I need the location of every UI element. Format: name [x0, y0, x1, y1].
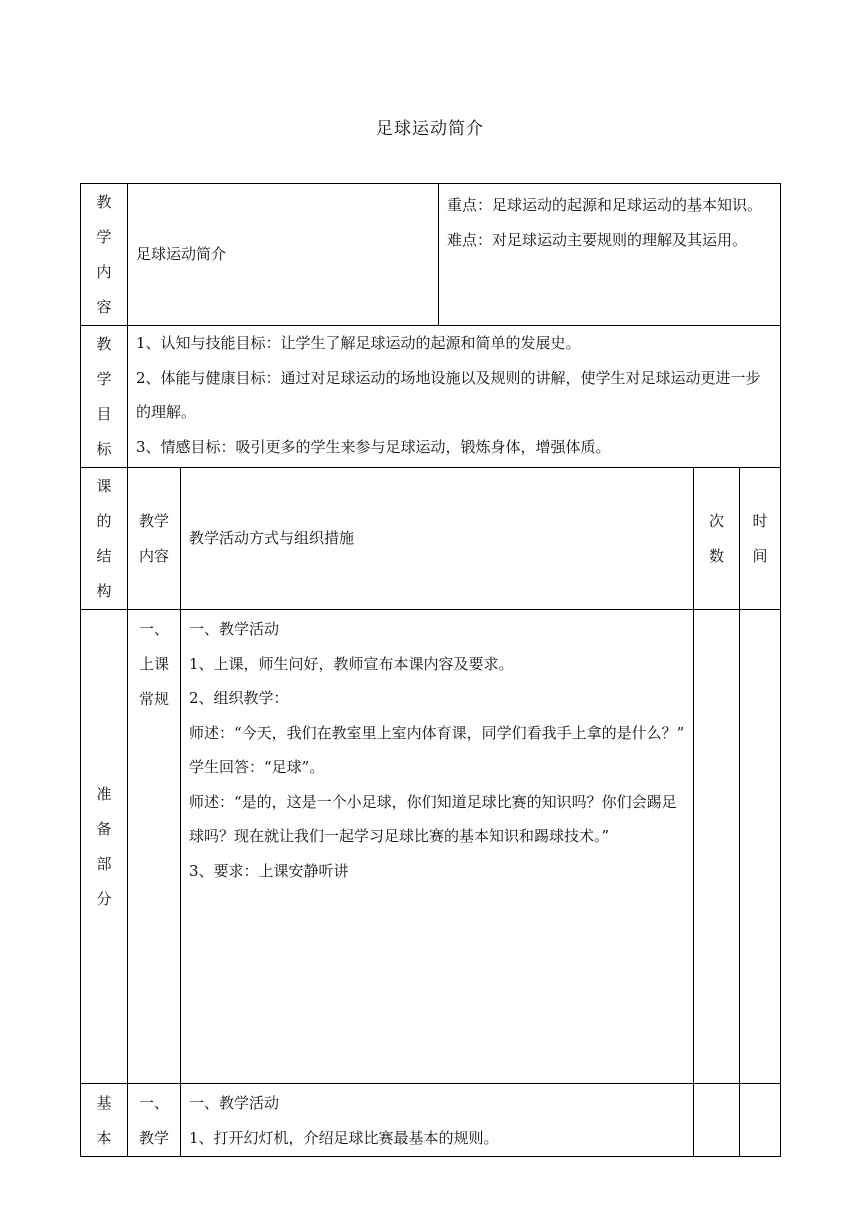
activity-line: 师述：“是的，这是一个小足球，你们知道足球比赛的知识吗？你们会踢足球吗？现在就让我们一起学习足球比赛的基本知识和踢球技术。” [189, 792, 677, 845]
key-point-focus: 重点：足球运动的起源和足球运动的基本知识。 [447, 196, 763, 214]
teaching-content-header: 教 学 内 容 [81, 184, 128, 326]
preparation-time-cell [740, 610, 781, 1084]
goal-item: 2、体能与健康目标：通过对足球运动的场地设施以及规则的讲解，使学生对足球运动更进一步的理解。 [136, 368, 761, 421]
activity-line: 一、教学活动 [189, 1094, 280, 1112]
column-header-time: 时 间 [740, 468, 781, 610]
preparation-activity-text [181, 610, 694, 1084]
teaching-content-text: 足球运动简介 [128, 184, 439, 326]
goal-item: 3、情感目标：吸引更多的学生来参与足球运动，锻炼身体，增强体质。 [136, 437, 611, 456]
column-header-count: 次 数 [694, 468, 740, 610]
basic-part-header: 基 本 [81, 1084, 128, 1157]
preparation-row [81, 610, 781, 1084]
structure-header-row [81, 468, 781, 610]
basic-part-activity-text [181, 1084, 694, 1157]
column-header-activity: 教学活动方式与组织措施 [181, 468, 694, 610]
key-point-difficulty: 难点：对足球运动主要规则的理解及其运用。 [447, 230, 748, 249]
column-header-content: 教学 内容 [128, 468, 181, 610]
preparation-header: 准 备 部 分 [81, 610, 128, 1084]
activity-line: 1、上课，师生问好，教师宣布本课内容及要求。 [189, 654, 514, 673]
teaching-goals-row [81, 326, 781, 468]
goal-item: 1、认知与技能目标：让学生了解足球运动的起源和简单的发展史。 [136, 334, 581, 352]
basic-part-count-cell [694, 1084, 740, 1157]
structure-header: 课 的 结 构 [81, 468, 128, 610]
preparation-section-label: 一、 上课 常规 [128, 610, 181, 1084]
basic-part-row [81, 1084, 781, 1157]
preparation-count-cell [694, 610, 740, 1084]
teaching-content-row [81, 184, 781, 326]
key-points-cell [439, 184, 781, 326]
activity-line: 1、打开幻灯机，介绍足球比赛最基本的规则。 [189, 1128, 499, 1147]
activity-line: 师述：“今天，我们在教室里上室内体育课，同学们看我手上拿的是什么？” [189, 723, 685, 742]
lesson-plan-table [80, 183, 781, 1157]
activity-line: 学生回答：“足球”。 [189, 758, 325, 776]
activity-line: 2、组织教学： [189, 689, 289, 707]
teaching-goals-header: 教 学 目 标 [81, 326, 128, 468]
page-title: 足球运动简介 [376, 119, 484, 139]
activity-line: 3、要求：上课安静听讲 [189, 861, 349, 880]
activity-line: 一、教学活动 [189, 620, 280, 638]
basic-part-time-cell [740, 1084, 781, 1157]
basic-part-section-label: 一、 教学 [128, 1084, 181, 1157]
teaching-goals-text [128, 326, 781, 468]
